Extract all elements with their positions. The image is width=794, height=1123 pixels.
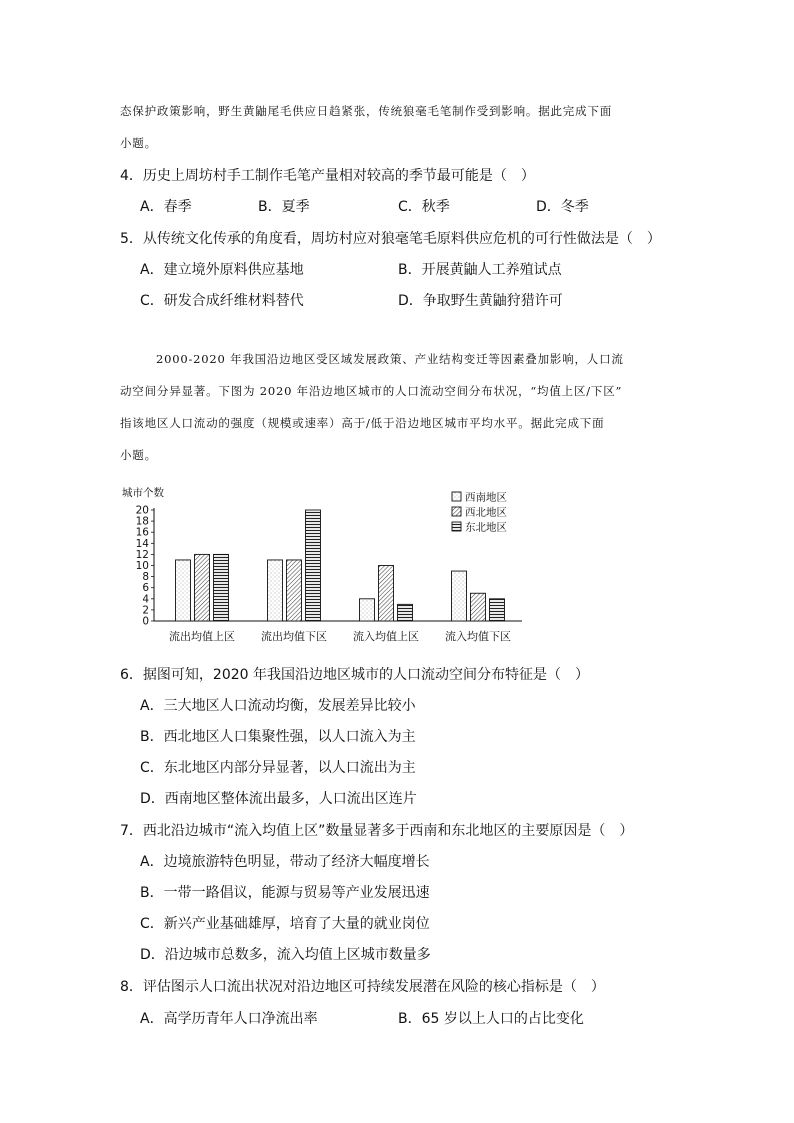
y-tick-label: 16 — [135, 526, 149, 539]
bar — [176, 560, 191, 621]
x-tick-label: 流出均值上区 — [169, 630, 235, 643]
y-tick-label: 4 — [142, 593, 149, 606]
y-tick-label: 14 — [135, 537, 149, 550]
legend-label: 西南地区 — [465, 491, 507, 504]
q5-option-d: D．争取野生黄鼬狩猎许可 — [398, 293, 563, 309]
bar — [287, 560, 302, 621]
q8-option-b: B．65 岁以上人口的占比变化 — [398, 1011, 584, 1027]
y-tick-label: 0 — [142, 615, 149, 628]
q6-option-b: B．西北地区人口集聚性强，以人口流入为主 — [140, 729, 416, 745]
bar — [379, 566, 394, 622]
legend-label: 西北地区 — [465, 506, 507, 519]
bar — [195, 554, 210, 621]
x-tick-label: 流出均值下区 — [261, 630, 327, 643]
q6-stem: 6．据图可知，2020 年我国沿边地区城市的人口流动空间分布特征是（ ） — [120, 667, 589, 683]
q5-option-a: A．建立境外原料供应基地 — [140, 262, 304, 278]
intro1-line1: 态保护政策影响，野生黄鼬尾毛供应日趋紧张，传统狼毫毛笔制作受到影响。据此完成下面 — [120, 104, 612, 118]
legend-swatch — [452, 522, 461, 531]
y-tick-label: 12 — [135, 548, 149, 561]
intro2-line2: 动空间分异显著。下图为 2020 年沿边地区城市的人口流动空间分布状况，“均值上区/下区” — [120, 384, 623, 398]
bar — [306, 510, 321, 621]
intro1-line2: 小题。 — [120, 136, 157, 150]
x-tick-label: 流入均值上区 — [353, 630, 419, 643]
legend-swatch — [452, 492, 461, 501]
q7-stem: 7．西北沿边城市“流入均值上区”数量显著多于西南和东北地区的主要原因是（ ） — [120, 823, 634, 839]
q7-option-b: B．一带一路倡议，能源与贸易等产业发展迅速 — [140, 885, 430, 901]
bar — [490, 599, 505, 621]
q7-option-c: C．新兴产业基础雄厚，培育了大量的就业岗位 — [140, 916, 430, 932]
y-tick-label: 8 — [142, 571, 149, 584]
y-axis-label: 城市个数 — [122, 487, 164, 499]
q7-option-a: A．边境旅游特色明显，带动了经济大幅度增长 — [140, 854, 430, 870]
intro2-line1: 2000-2020 年我国沿边地区受区域发展政策、产业结构变迁等因素叠加影响，人口流 — [156, 352, 624, 366]
q7-option-d: D．沿边城市总数多，流入均值上区城市数量多 — [140, 947, 431, 963]
y-tick-label: 6 — [142, 582, 149, 595]
y-tick-label: 20 — [135, 504, 149, 517]
intro2-line4: 小题。 — [120, 448, 157, 462]
q5-option-b: B．开展黄鼬人工养殖试点 — [398, 262, 562, 278]
y-tick-label: 18 — [135, 515, 149, 528]
y-tick-label: 2 — [142, 604, 149, 617]
q4-option-d: D．冬季 — [536, 199, 589, 215]
q6-option-c: C．东北地区内部分异显著，以人口流出为主 — [140, 760, 416, 776]
y-tick-label: 10 — [135, 560, 149, 572]
q4-option-a: A．春季 — [140, 199, 192, 215]
bar — [398, 604, 413, 621]
intro2-line3: 指该地区人口流动的强度（规模或速率）高于/低于沿边地区城市平均水平。据此完成下面 — [120, 416, 605, 430]
q4-stem: 4．历史上周坊村手工制作毛笔产量相对较高的季节最可能是（ ） — [120, 168, 535, 184]
x-tick-label: 流入均值下区 — [445, 630, 511, 643]
q4-option-c: C．秋季 — [398, 199, 450, 215]
q6-option-a: A．三大地区人口流动均衡，发展差异比较小 — [140, 698, 416, 714]
q5-option-c: C．研发合成纤维材料替代 — [140, 293, 304, 309]
q4-option-b: B．夏季 — [258, 199, 310, 215]
bar — [471, 593, 486, 621]
legend — [452, 491, 507, 534]
x-axis-labels — [169, 629, 511, 643]
bar — [214, 554, 229, 621]
legend-label: 东北地区 — [465, 521, 507, 534]
bar — [360, 599, 375, 621]
legend-swatch — [452, 507, 461, 516]
q6-option-d: D．西南地区整体流出最多，人口流出区连片 — [140, 791, 417, 807]
q8-option-a: A．高学历青年人口净流出率 — [140, 1011, 318, 1027]
population-flow-bar-chart — [118, 484, 528, 654]
bar — [268, 560, 283, 621]
bar — [452, 571, 467, 621]
q5-stem: 5．从传统文化传承的角度看，周坊村应对狼毫笔毛原料供应危机的可行性做法是（ ） — [120, 231, 661, 247]
q8-stem: 8．评估图示人口流出状况对沿边地区可持续发展潜在风险的核心指标是（ ） — [120, 979, 605, 995]
